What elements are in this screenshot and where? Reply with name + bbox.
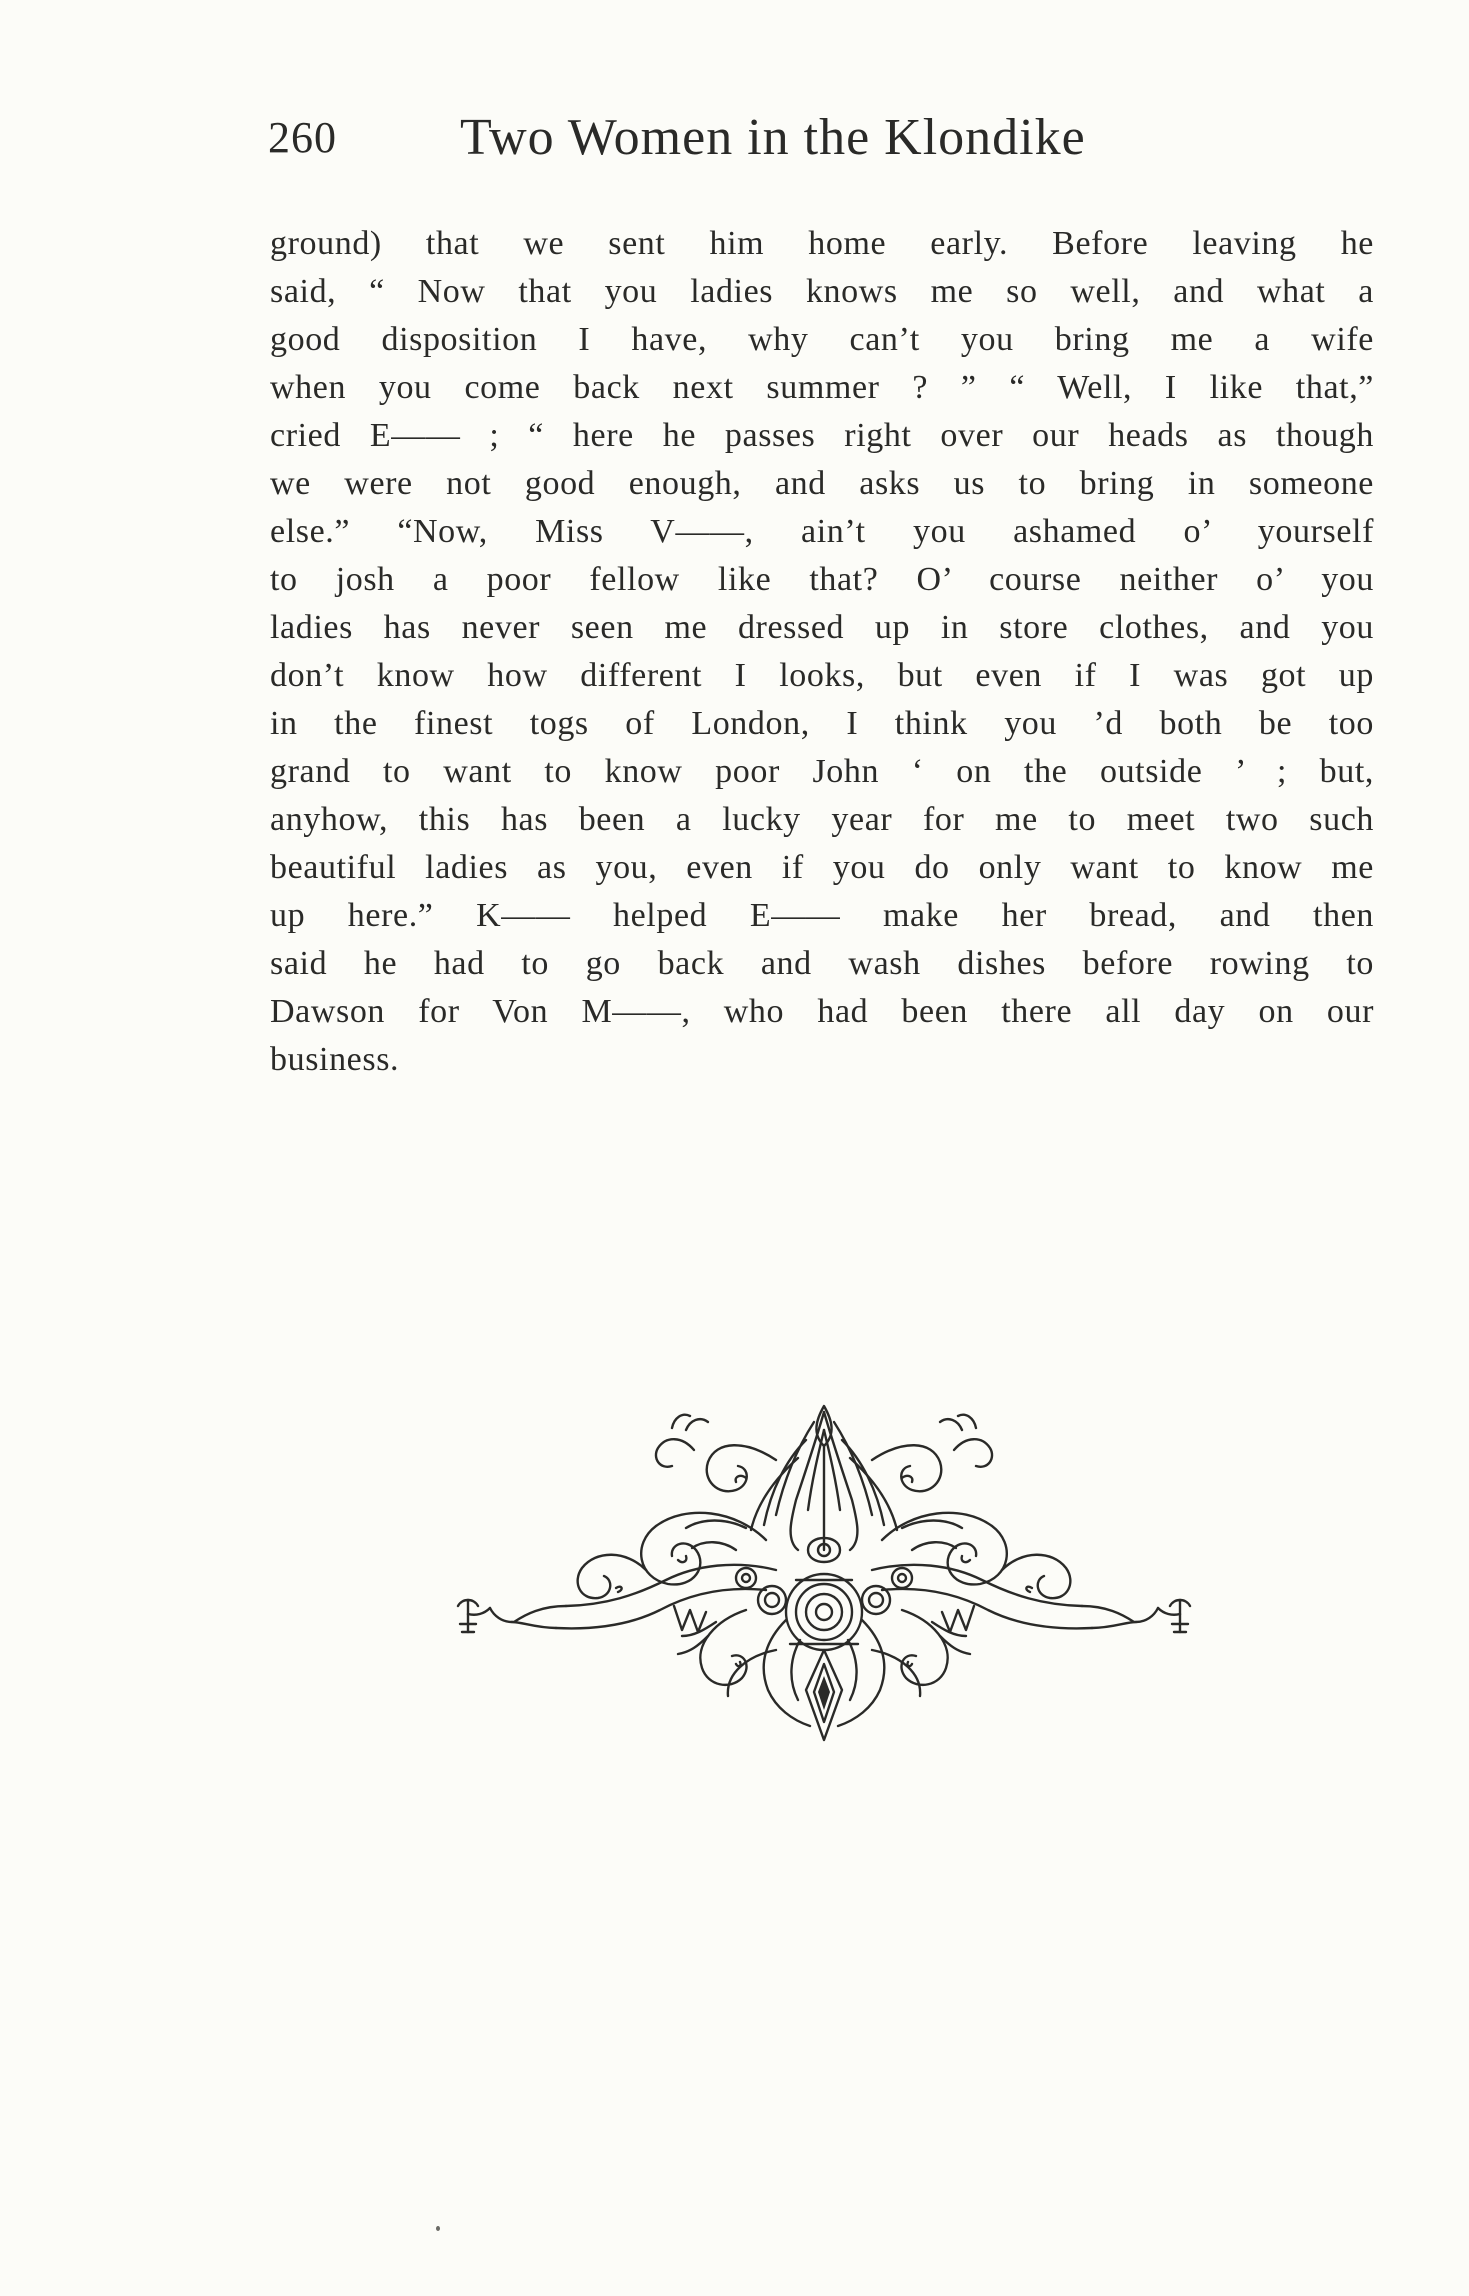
text-line: said he had to go back and wash dishes before rowing to — [270, 945, 1374, 982]
text-line: said, “ Now that you ladies knows me so well, and what a — [270, 273, 1374, 310]
text-line: ground) that we sent him home early. Before leaving he — [270, 225, 1374, 262]
text-line: Dawson for Von M——, who had been there all day on our — [270, 993, 1374, 1030]
page-speck — [436, 2226, 440, 2231]
text-line: ladies has never seen me dressed up in store clothes, and you — [270, 609, 1374, 646]
text-line: don’t know how different I looks, but even if I was got up — [270, 657, 1374, 694]
decorative-tailpiece-ornament-icon — [446, 1400, 1202, 1750]
body-text — [270, 220, 1374, 1084]
text-line: we were not good enough, and asks us to bring in someone — [270, 465, 1374, 502]
text-line: up here.” K—— helped E—— make her bread, and then — [270, 897, 1374, 934]
page-number: 260 — [268, 113, 337, 162]
text-line: to josh a poor fellow like that? O’ course neither o’ you — [270, 561, 1374, 598]
running-head — [268, 108, 1373, 178]
text-line: good disposition I have, why can’t you bring me a wife — [270, 321, 1374, 358]
text-line: grand to want to know poor John ‘ on the outside ’ ; but, — [270, 753, 1374, 790]
book-title: Two Women in the Klondike — [460, 109, 1086, 166]
text-line: in the finest togs of London, I think you ’d both be too — [270, 705, 1374, 742]
text-line-last: business. — [270, 1041, 400, 1078]
text-line: beautiful ladies as you, even if you do only want to know me — [270, 849, 1374, 886]
text-line: when you come back next summer ? ” “ Well, I like that,” — [270, 369, 1374, 406]
text-line: else.” “Now, Miss V——, ain’t you ashamed o’ yourself — [270, 513, 1374, 550]
text-line: cried E—— ; “ here he passes right over our heads as though — [270, 417, 1374, 454]
text-line: anyhow, this has been a lucky year for me to meet two such — [270, 801, 1374, 838]
